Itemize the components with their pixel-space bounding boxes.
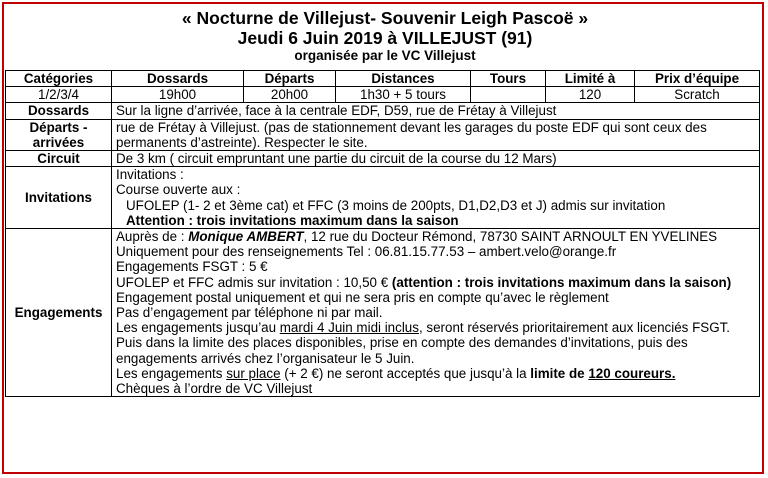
column-header-departs: Départs xyxy=(244,71,336,87)
invitations-text xyxy=(112,167,760,229)
dossards-label: Dossards xyxy=(6,103,112,119)
invitations-warning: Attention : trois invitations maximum dans la saison xyxy=(126,212,459,228)
engagements-row xyxy=(6,229,760,397)
invitations-line-1: Invitations : xyxy=(116,167,184,183)
race-date-location: Jeudi 6 Juin 2019 à VILLEJUST (91) xyxy=(237,28,533,48)
column-header-tours: Tours xyxy=(471,71,546,87)
invitations-label: Invitations xyxy=(6,167,112,229)
invitations-line-2: Course ouverte aux : xyxy=(116,182,241,198)
dossards-text: Sur la ligne d’arrivée, face à la centrale EDF, D59, rue de Frétay à Villejust xyxy=(112,103,760,119)
engagements-on-site: Les engagements sur place (+ 2 €) ne seront acceptés que jusqu’à la limite de 120 coureurs. xyxy=(116,365,676,381)
column-header-categories: Catégories xyxy=(6,71,112,87)
engagements-address: Auprès de : Monique AMBERT, 12 rue du Docteur Rémond, 78730 SAINT ARNOULT EN YVELINES xyxy=(116,229,718,245)
engagements-text xyxy=(112,229,760,397)
contact-name: Monique AMBERT xyxy=(188,229,304,245)
departs-label: Départs - arrivées xyxy=(6,119,112,150)
race-title: « Nocturne de Villejust- Souvenir Leigh Pascoë » xyxy=(181,8,589,28)
engagements-no-phone: Pas d’engagement par téléphone ni par mail. xyxy=(116,305,383,321)
departs-row xyxy=(6,119,760,150)
cell-categories: 1/2/3/4 xyxy=(6,87,112,103)
table-values-row xyxy=(6,87,760,103)
column-header-dossards: Dossards xyxy=(112,71,244,87)
cell-departs: 20h00 xyxy=(244,87,336,103)
engagements-ufolep-fee: UFOLEP et FFC admis sur invitation : 10,50 € (attention : trois invitations maximum dans la saison) xyxy=(116,274,732,290)
dossards-row xyxy=(6,103,760,119)
column-header-distances: Distances xyxy=(336,71,471,87)
engagements-fsgt-fee: Engagements FSGT : 5 € xyxy=(116,259,268,275)
invitations-line-3: UFOLEP (1- 2 et 3ème cat) et FFC (3 moins de 200pts, D1,D2,D3 et J) admis sur invitation xyxy=(126,197,666,213)
engagements-postal: Engagement postal uniquement et qui ne sera pris en compte qu’avec le règlement xyxy=(116,289,609,305)
invitations-row xyxy=(6,167,760,229)
engagements-contact: Uniquement pour des renseignements Tel : 06.81.15.77.53 – ambert.velo@orange.fr xyxy=(116,244,617,260)
race-info-table xyxy=(5,70,760,397)
column-header-limite: Limité à xyxy=(546,71,635,87)
engagements-label: Engagements xyxy=(6,229,112,397)
cell-dossards: 19h00 xyxy=(112,87,244,103)
document-header xyxy=(4,8,766,63)
cell-limite: 120 xyxy=(546,87,635,103)
cell-prix-equipe: Scratch xyxy=(635,87,760,103)
circuit-row xyxy=(6,151,760,167)
column-header-prix-equipe: Prix d’équipe xyxy=(635,71,760,87)
cell-distances: 1h30 + 5 tours xyxy=(336,87,471,103)
departs-text: rue de Frétay à Villejust. (pas de stationnement devant les garages du poste EDF qui sont ceux des permanents d’astreinte). Respecter le site. xyxy=(112,119,760,150)
circuit-text: De 3 km ( circuit empruntant une partie du circuit de la course du 12 Mars) xyxy=(112,151,760,167)
cell-tours xyxy=(471,87,546,103)
engagements-cheques: Chèques à l’ordre de VC Villejust xyxy=(116,381,313,397)
table-header-row xyxy=(6,71,760,87)
race-organizer: organisée par le VC Villejust xyxy=(294,48,476,63)
engagements-priority: Les engagements jusqu’au mardi 4 Juin midi inclus, seront réservés prioritairement aux licenciés FSGT. Puis dans la limite des places disponibles, prise en compte des demandes d’invitations, puis des engagements arrivés chez l’organisateur le 5 Juin. xyxy=(116,320,731,366)
circuit-label: Circuit xyxy=(6,151,112,167)
